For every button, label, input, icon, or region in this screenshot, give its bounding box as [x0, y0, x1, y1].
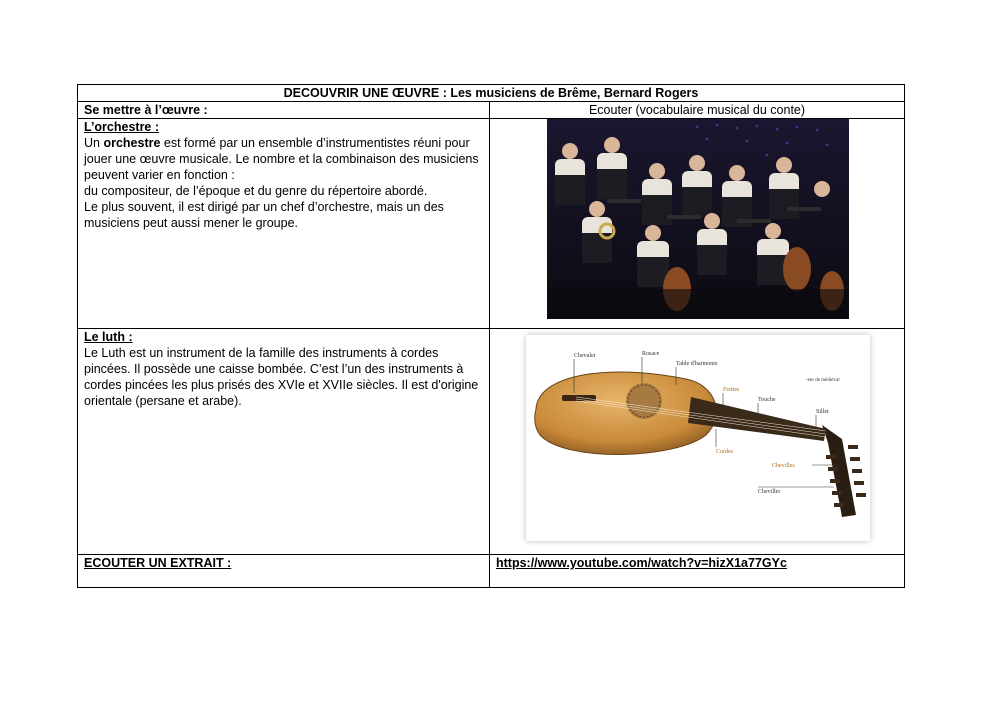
orchestre-definition — [84, 135, 483, 183]
label-cordes: Cordes — [716, 449, 733, 455]
label-chevilles: Chevilles — [772, 463, 795, 469]
label-frettes: Frettes — [723, 387, 740, 393]
orchestre-line1-post: est formé par un ensemble d’instrumentistes réuni pour jouer une œuvre musicale. Le nombre et la combinaison des musiciens peuvent varier en fonction : — [84, 136, 479, 182]
label-rosace: Rosace — [642, 351, 660, 357]
orchestre-line2: du compositeur, de l’époque et du genre du répertoire abordé. — [84, 184, 428, 198]
orchestre-heading: L’orchestre : — [84, 120, 160, 134]
label-cheviller: Cheviller — [758, 489, 781, 495]
orchestre-image-cell — [490, 119, 905, 329]
orchestre-row — [78, 119, 905, 329]
subheader-row — [78, 102, 905, 119]
orchestre-keyword: orchestre — [103, 136, 161, 150]
listen-label: ECOUTER UN EXTRAIT : — [84, 556, 232, 570]
luth-heading: Le luth : — [84, 330, 133, 344]
listen-link-cell — [490, 555, 905, 588]
subheader-left: Se mettre à l’œuvre : — [78, 102, 490, 119]
luth-description: Le Luth est un instrument de la famille des instruments à cordes pincées. Il possède une caisse bombée. C’est l’un des instruments à cordes pincées les plus prisés des XVIe et XVIIe siècles. Il est d'origine orientale (persane et arabe). — [84, 346, 479, 408]
orchestre-text-cell — [78, 119, 490, 329]
label-sillet: Sillet — [816, 409, 829, 415]
lute-diagram — [526, 335, 870, 541]
label-chevalet: Chevalet — [574, 353, 596, 359]
document-table — [77, 84, 905, 588]
luth-text-cell — [78, 329, 490, 555]
label-table: Table d'harmonie — [676, 361, 718, 367]
title-row — [78, 85, 905, 102]
orchestra-photo — [547, 119, 849, 319]
luth-image-cell — [490, 329, 905, 555]
youtube-link[interactable]: https://www.youtube.com/watch?v=hizX1a77GYc — [496, 556, 787, 570]
subheader-right: Ecouter (vocabulaire musical du conte) — [490, 102, 905, 119]
label-touche: Touche — [758, 397, 776, 403]
listen-label-cell — [78, 555, 490, 588]
document-title: DECOUVRIR UNE ŒUVRE : Les musiciens de Brême, Bernard Rogers — [78, 85, 905, 102]
luth-row — [78, 329, 905, 555]
label-note: -eur de médiéval — [806, 378, 840, 383]
listen-row — [78, 555, 905, 588]
orchestre-line1-pre: Un — [84, 136, 104, 150]
orchestre-line3: Le plus souvent, il est dirigé par un chef d’orchestre, mais un des musiciens peut aussi mener le groupe. — [84, 200, 444, 230]
